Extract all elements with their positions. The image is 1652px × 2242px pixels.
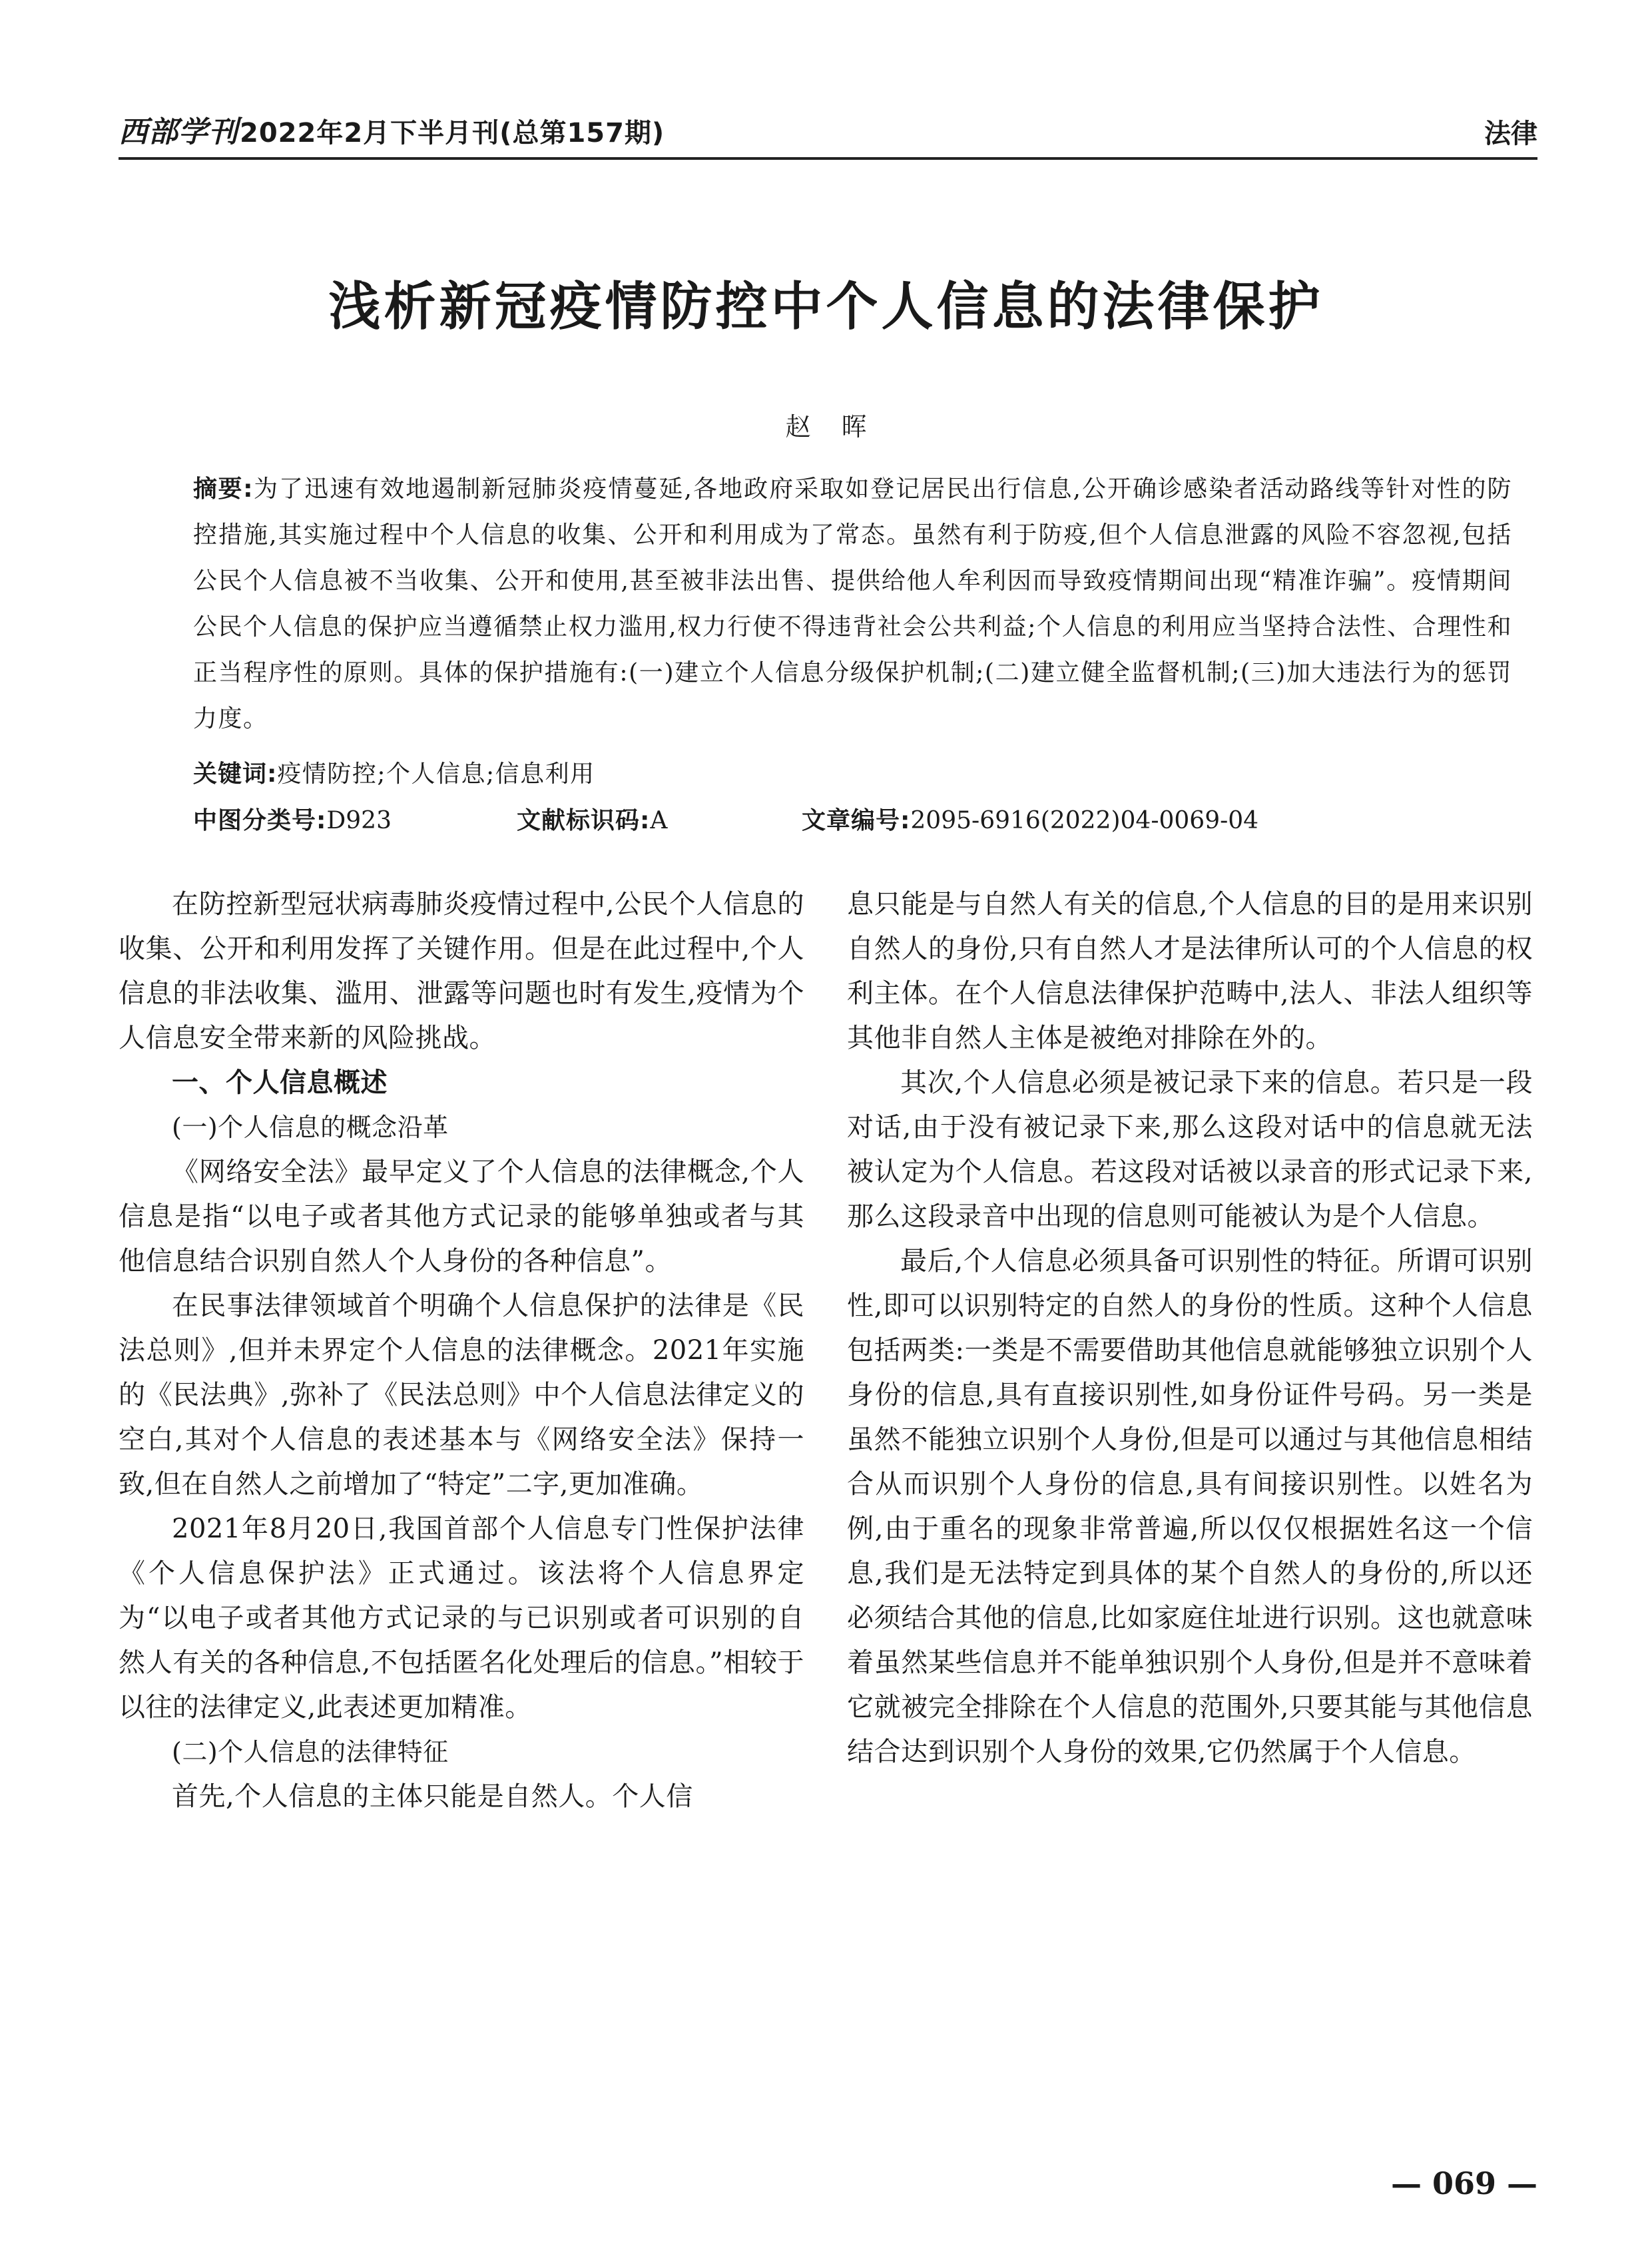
clc-label: 中图分类号: [193, 807, 327, 834]
header-rule [119, 157, 1537, 160]
clc-value: D923 [326, 807, 392, 834]
right-column [847, 882, 1533, 1775]
running-header [119, 113, 1537, 160]
section-heading-1: 一、个人信息概述 [172, 1067, 388, 1098]
body-paragraph: 《网络安全法》最早定义了个人信息的法律概念,个人信息是指“以电子或者其他方式记录的能够单独或者与其他信息结合识别自然人个人身份的各种信息”。 [119, 1157, 804, 1276]
article-number-label: 文章编号: [802, 807, 911, 834]
body-paragraph: 其次,个人信息必须是被记录下来的信息。若只是一段对话,由于没有被记录下来,那么这段对话中的信息就无法被认定为个人信息。若这段对话被以录音的形式记录下来,那么这段录音中出现的信息则可能被认为是个人信息。 [847, 1067, 1533, 1232]
left-column [119, 882, 804, 1819]
doc-code-value: A [650, 807, 668, 834]
article-number-value: 2095-6916(2022)04-0069-04 [910, 807, 1259, 834]
page-number: — 069 — [1390, 2165, 1537, 2201]
body-paragraph-continued: 息只能是与自然人有关的信息,个人信息的目的是用来识别自然人的身份,只有自然人才是法律所认可的个人信息的权利主体。在个人信息法律保护范畴中,法人、非法人组织等其他非自然人主体是被绝对排除在外的。 [847, 889, 1533, 1053]
keywords-text: 疫情防控;个人信息;信息利用 [277, 760, 595, 788]
intro-paragraph: 在防控新型冠状病毒肺炎疫情过程中,公民个人信息的收集、公开和利用发挥了关键作用。但是在此过程中,个人信息的非法收集、滥用、泄露等问题也时有发生,疫情为个人信息安全带来新的风险挑战。 [119, 889, 804, 1053]
classification-line [193, 798, 1525, 844]
keywords [193, 751, 595, 797]
body-paragraph: 2021年8月20日,我国首部个人信息专门性保护法律《个人信息保护法》正式通过。该法将个人信息界定为“以电子或者其他方式记录的与已识别或者可识别的自然人有关的各种信息,不包括匿名化处理后的信息。”相较于以往的法律定义,此表述更加精准。 [119, 1514, 804, 1723]
article-number-item [802, 798, 1258, 844]
abstract-text: 为了迅速有效地遏制新冠肺炎疫情蔓延,各地政府采取如登记居民出行信息,公开确诊感染者活动路线等针对性的防控措施,其实施过程中个人信息的收集、公开和利用成为了常态。虽然有利于防疫,但个人信息泄露的风险不容忽视,包括公民个人信息被不当收集、公开和使用,甚至被非法出售、提供给他人牟利因而导致疫情期间出现“精准诈骗”。疫情期间公民个人信息的保护应当遵循禁止权力滥用,权力行使不得违背社会公共利益;个人信息的利用应当坚持合法性、合理性和正当程序性的原则。具体的保护措施有:(一)建立个人信息分级保护机制;(二)建立健全监督机制;(三)加大违法行为的惩罚力度。 [193, 475, 1512, 732]
abstract-label: 摘要: [193, 475, 254, 503]
body-paragraph: 最后,个人信息必须具备可识别性的特征。所谓可识别性,即可以识别特定的自然人的身份的性质。这种个人信息包括两类:一类是不需要借助其他信息就能够独立识别个人身份的信息,具有直接识别性,如身份证件号码。另一类是虽然不能独立识别个人身份,但是可以通过与其他信息相结合从而识别个人身份的信息,具有间接识别性。以姓名为例,由于重名的现象非常普遍,所以仅仅根据姓名这一个信息,我们是无法特定到具体的某个自然人的身份的,所以还必须结合其他的信息,比如家庭住址进行识别。这也就意味着虽然某些信息并不能单独识别个人身份,但是并不意味着它就被完全排除在个人信息的范围外,只要其能与其他信息结合达到识别个人身份的效果,它仍然属于个人信息。 [847, 1246, 1533, 1767]
journal-issue-line [119, 108, 665, 150]
abstract [193, 466, 1512, 742]
body-paragraph: 首先,个人信息的主体只能是自然人。个人信 [172, 1781, 693, 1812]
section-label: 法律 [1484, 119, 1537, 149]
article-title: 浅析新冠疫情防控中个人信息的法律保护 [328, 277, 1324, 337]
subsection-heading-2: (二)个人信息的法律特征 [172, 1737, 449, 1767]
clc-item [193, 798, 517, 844]
doc-code-item [517, 798, 802, 844]
journal-logo: 西部学刊 [119, 115, 238, 149]
body-paragraph: 在民事法律领域首个明确个人信息保护的法律是《民法总则》,但并未界定个人信息的法律概念。2021年实施的《民法典》,弥补了《民法总则》中个人信息法律定义的空白,其对个人信息的表述基本与《网络安全法》保持一致,但在自然人之前增加了“特定”二字,更加准确。 [119, 1290, 804, 1500]
subsection-heading-1: (一)个人信息的概念沿革 [172, 1113, 449, 1142]
author-name: 赵晖 [785, 412, 898, 441]
keywords-label: 关键词: [193, 760, 278, 788]
journal-issue: 2022年2月下半月刊(总第157期) [240, 118, 665, 148]
doc-code-label: 文献标识码: [517, 807, 651, 834]
